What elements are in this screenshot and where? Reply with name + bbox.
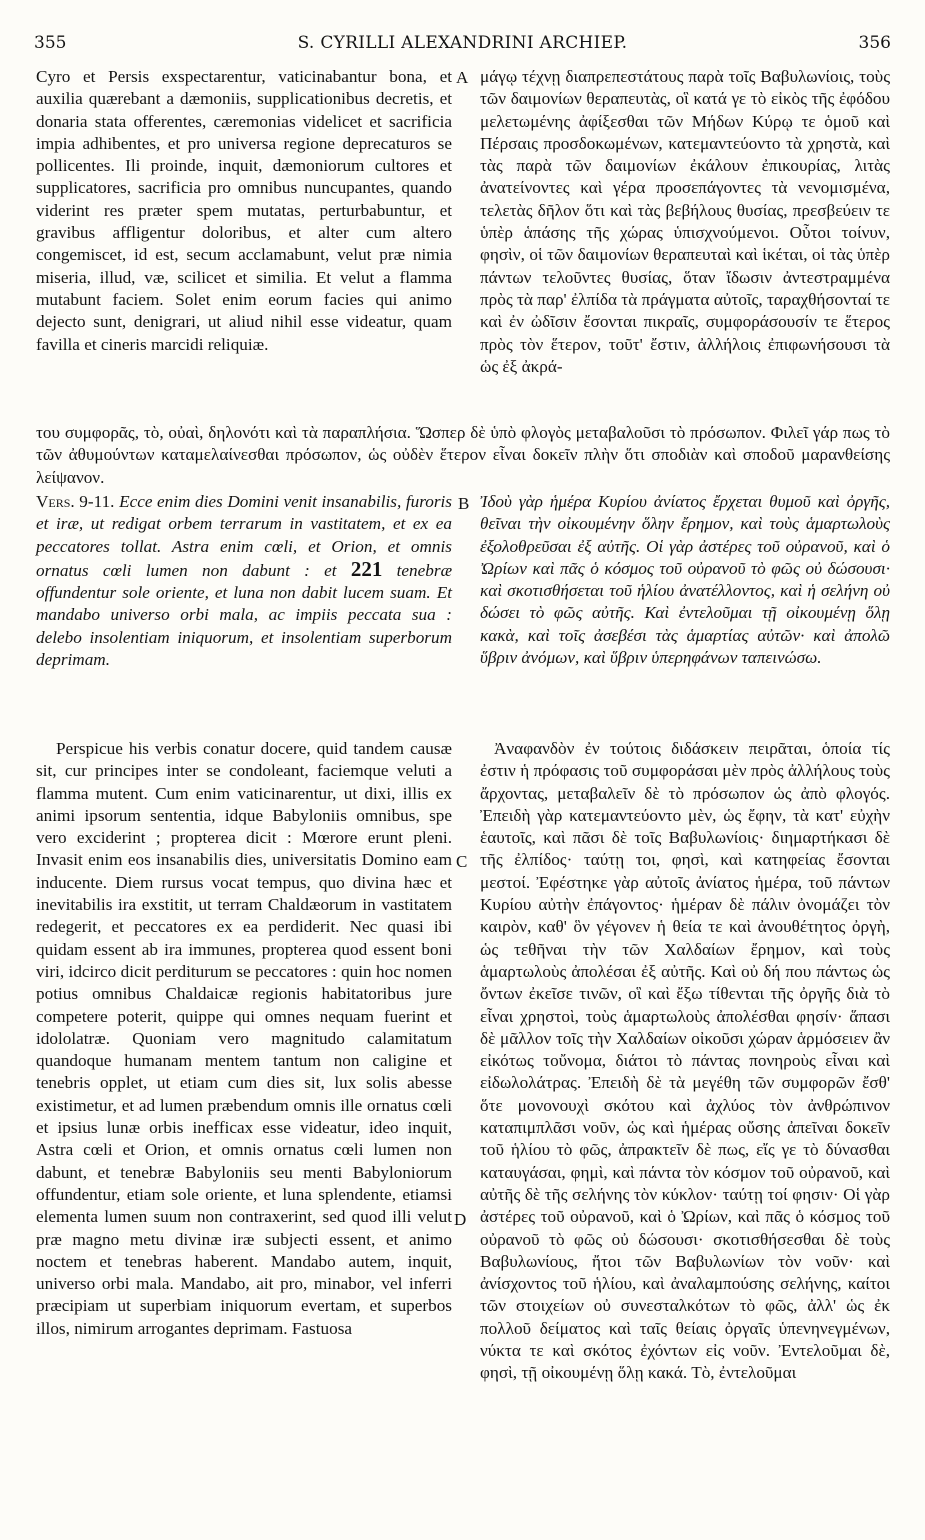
verse-paragraph [36, 491, 452, 671]
latin-column-block-2 [36, 491, 452, 671]
greek-verse-paragraph: Ἰδοὺ γὰρ ἡμέρα Κυρίου ἀνίατος ἔρχεται θυμοῦ καὶ ὀργῆς, θεῖναι τὴν οἰκουμένην ὅλην ἔρημον, καὶ τοὺς ἁμαρτωλοὺς ἐξολοθρεῦσαι ἐξ αὐτῆς. Οἱ γὰρ ἀστέρες τοῦ οὐρανοῦ, καὶ ὁ Ὠρίων καὶ πᾶς ὁ κόσμος τοῦ οὐρανοῦ τὸ φῶς οὐ δώσουσι· καὶ σκοτισθήσεται τοῦ ἡλίου ἀνατέλλοντος, καὶ ἡ σελήνη οὐ δώσει τὸ φῶς αὐτῆς. Καὶ ἐντελοῦμαι τῇ οἰκουμένῃ ὅλῃ κακὰ, καὶ τοῖς ἀσεβέσι τὰς ἁμαρτίας αὐτῶν· καὶ ἀπολῶ ὕβριν ἀνόμων, καὶ ὕβριν ὑπερηφάνων ταπεινώσω. [480, 492, 890, 668]
running-title: S. CYRILLI ALEXANDRINI ARCHIEP. [297, 33, 628, 53]
margin-marker-d: D [454, 1210, 467, 1229]
old-page-number: 221 [350, 556, 383, 581]
greek-column-block-3 [480, 738, 890, 1385]
greek-commentary-paragraph: Ἀναφανδὸν ἐν τούτοις διδάσκειν πειρᾶται, ὁποία τίς ἐστιν ἡ πρόφασις τοῦ συμφοράσαι μὲν πρὸς ἀλλήλους τοὺς ἄρχοντας, μεταβαλεῖν δὲ τὸ πρόσωπον ὡς ἀπὸ φλογός. Ἐπειδὴ γὰρ κατεμαντεύοντο μὲν, ὡς ἔφην, τὰ κατ' εὐχὴν ἑαυτοῖς, καὶ πᾶσι δὲ τοῖς Βαβυλωνίοις· διημαρτήκασι δὲ τῆς ἐλπίδος· ταύτῃ τοι, φησὶ, καὶ κατηφείας ἔσονται μεστοί. Ἐφέστηκε γὰρ αὐτοῖς ἀνίατος ἡμέρα, τοῦ πάντων Κυρίου αὐτὴν ἐπάγοντος· ἡμέραν δὲ πάλιν ὀνομάζει τὸν καιρὸν, καθ' ὃν γέγονεν ἡ θεία τε καὶ ἀνουθέτητος ὀργὴ, ὡς τεθῆναι τὴν τῶν Χαλδαίων ἔρημον, καὶ τοὺς ἁμαρτωλοὺς ἀπολέσαι ἐξ αὐτῆς. Καὶ οὐ δή που πάντως ὡς ὄντων ἐκεῖσε τινῶν, οἳ καὶ ἔξω τίθενται τῆς ὀργῆς διὰ τὸ εἶναι χρηστοὶ, τοὺς ἁμαρτωλοὺς ἀπολέσθαι φησίν· ἅπασι δὲ μᾶλλον τοῖς τὴν Χαλδαίων οἰκοῦσι χώραν ἁρμόσειεν ἂν εἰκότως τοὔνομα, διάτοι τὸ πάντας πονηροὺς εἶναι καὶ εἰδωλολάτρας. Ἐπειδὴ δὲ τὰ μεγέθη τῶν συμφορῶν ἔσθ' ὅτε μονονουχὶ σκότου καὶ ἀχλύος τὸν ἀνθρώπινον καταπιμπλᾶσι νοῦν, ὡς καὶ ἡμέρας οὔσης ἀπεῖναι δοκεῖν τοῦ ἡλίου τὸ φῶς, ἀπρακτεῖν δὲ πως, εἴς γε τὸ δύνασθαι καταυγάσαι, φημὶ, καὶ πάντα τὸν κόσμον τοῦ οὐρανοῦ, καὶ αὐτῆς δὲ τῆς σελήνης τὸν κύκλον· ταύτῃ τοί φησιν· Οἱ γὰρ ἀστέρες τοῦ οὐρανοῦ, καὶ ὁ Ὠρίων, καὶ πᾶς ὁ κόσμος τοῦ οὐρανοῦ τὸ φῶς οὐ δώσουσι· σκοτισθήσεσθαι δὲ τοὺς Βαβυλωνίους, ἤτοι τῶν Βαβυλωνίων τὸν νοῦν· καὶ ἀνίσχοντος τοῦ ἡλίου, καὶ ἀναλαμπούσης σελήνης, καίτοι τῶν στοιχείων οὐ συνεσταλκότων τὸ φῶς, ἀλλ' ὡς ἐκ πολλοῦ δείματος καὶ ταῖς θείαις ὀργαῖς ὑπενηνεγμένων, νύκτα τε καὶ σκότος ἐχόντων εἰς νοῦν. Ἐντελοῦμαι δὲ, φησὶ, τῇ οἰκουμένῃ ὅλῃ κακά. Τὸ, ἐντελοῦμαι [480, 739, 890, 1383]
verse-text-part-2: tenebræ offundentur sole oriente, et luna non dabit lucem suam. Et mandabo universo orbi mala, ac impiis peccata sua : delebo insolentiam iniquorum, et insolentiam superborum deprimam. [36, 560, 453, 670]
page-number-left: 355 [34, 33, 67, 53]
latin-commentary-paragraph: Perspicue his verbis conatur docere, quid tandem causæ sit, cur principes inter se condoleant, faciemque veluti a flamma mutent. Cum enim vaticinarentur, ut dixi, illis ex animi ipsorum sententia, idque Babyloniis omnibus, spe vero exciderint ; propterea dicit : Mœrore erunt pleni. Invasit enim eos insanabilis dies, universitatis Domino eam inducente. Diem rursus vocat tempus, quo divina hæc et inevitabilis ira exstitit, ut terram Chaldæorum in vastitatem redegerit, et peccatores ex ea perdiderit. Nec quasi ibi quidam essent ab ira immunes, propterea quod essent boni viri, idcirco dicit perditurum se peccatores : quin hoc nomen potius omnibus Chaldaicæ regionis habitatoribus jure competere poterit, quippe qui omnes nequam fuerint et idololatræ. Quoniam vero magnitudo calamitatum quandoque humanam mentem tantum non caligine et tenebris opplet, ut etiam cum dies sit, lux solis abesse existimetur, et ad lumen præbendum omnis ille ornatus cœli et ipsius lunæ orbis inefficax esse videatur, ideo inquit, Astra cœli et Orion, et omnis ornatus cœli lumen non dabunt, et tenebræ Babyloniis seu menti Babyloniorum offundentur, etiam sole oriente, et luna splendente, etiamsi elementa lumen suum non contraxerint, sed quod illi velut præ magno metu divinæ iræ subjecti essent, et animo noctem et tenebras haberent. Mandabo autem, inquit, universo orbi mala. Mandabo, ait pro, minabor, vel inferri præcipiam ut superbiam iniquorum evertam, et superbos illos, nimirum arrogantes deprimam. Fastuosa [36, 739, 452, 1338]
latin-paragraph: Cyro et Persis exspectarentur, vaticinabantur bona, et auxilia quærebant a dæmoniis, supplicationibus decretis, et donaria stata offerentes, cæremonias videlicet et sacrificia impia adhibentes, et pro universa regione deprecaturos se pollicentes. Ili proinde, inquit, dæmoniorum cultores et supplicatores, sacrificia pro omnibus nuncupantes, quando viderint res præter spem mutatas, perturbabuntur, et gravibus affligentur doloribus, et alter cum altero congemiscet, id est, secum acclamabunt, velut præ nimia miseria, illud, væ, scilicet et similia. Et velut a flamma mutabunt faciem. Solet enim eorum facies qui animo dejecto sunt, denigrari, ut aliud nihil esse videatur, quam favilla et cineris marcidi reliquiæ. [36, 67, 452, 354]
verse-text-part-1: Ecce enim dies Domini venit insanabilis, furoris et iræ, ut redigat orbem terrarum in vastitatem, et ex ea peccatores tollat. Astra enim cœli, et Orion, et omnis ornatus cœli lumen non dabunt : et [36, 492, 452, 580]
greek-column-block-1 [480, 66, 890, 378]
page-number-right: 356 [858, 33, 891, 53]
verse-label: Vers. 9-11. [36, 492, 115, 511]
greek-column-block-2 [480, 491, 890, 669]
latin-column-block-1 [36, 66, 452, 356]
full-width-greek-line [36, 422, 890, 489]
margin-marker-b: B [458, 494, 470, 513]
page-header [34, 33, 891, 61]
margin-marker-c: C [456, 852, 468, 871]
greek-full-paragraph: του συμφορᾶς, τὸ, οὐαὶ, δηλονότι καὶ τὰ παραπλήσια. Ὥσπερ δὲ ὑπὸ φλογὸς μεταβαλοῦσι τὸ πρόσωπον. Φιλεῖ γάρ πως τὸ τῶν ἀθυμούντων καταμελαίνεσθαι πρόσωπον, ὡς οὐδὲν ἕτερον εἶναι δοκεῖν πλὴν ὅτι σποδιὰν καὶ σποδοῦ μαρανθείσης λείψανον. [36, 423, 890, 487]
greek-paragraph: μάγῳ τέχνῃ διαπρεπεστάτους παρὰ τοῖς Βαβυλωνίοις, τοὺς τῶν δαιμονίων θεραπευτὰς, οἳ κατά γε τὸ εἰκὸς τῆς ἐφόδου μελετωμένης ἀφίξεσθαι τῶν Μήδων Κύρῳ τε ὁμοῦ καὶ Πέρσαις προσδοκωμένων, κατεμαντεύοντο τὰ χρηστὰ, καὶ τὰς παρὰ τῶν δαιμονίων ἐκάλουν ἐπικουρίας, λιτὰς ἀνατείνοντες καὶ γέρα προσεπάγοντες τὰ νενομισμένα, τελετὰς δῆλον ὅτι καὶ τὰς βεβήλους θυσίας, πρεσβεύειν τε ὑπὲρ ἁπάσης τῆς χώρας ὑπισχνούμενοι. Οὗτοι τοίνυν, φησὶν, οἱ τῶν δαιμονίων θεραπευταὶ καὶ ἱκέται, οἱ τὰς ὑπὲρ πάντων τελοῦντες θυσίας, ὅταν ἴδωσιν ἀντεστραμμένα πρὸς τὰ παρ' ἐλπίδα τὰ πράγματα αὐτοῖς, ταραχθήσονταί τε καὶ ἐν ὠδῖσιν ἔσονται πικραῖς, συμφοράσουσίν τε ἕτερος πρὸς τὸν ἕτερον, τοῦτ' ἔστιν, ἀλλήλοις ἐπιφωνήσουσι τὰ ὡς ἐξ ἀκρά- [480, 67, 890, 376]
margin-marker-a: A [456, 68, 469, 87]
latin-column-block-3 [36, 738, 452, 1340]
